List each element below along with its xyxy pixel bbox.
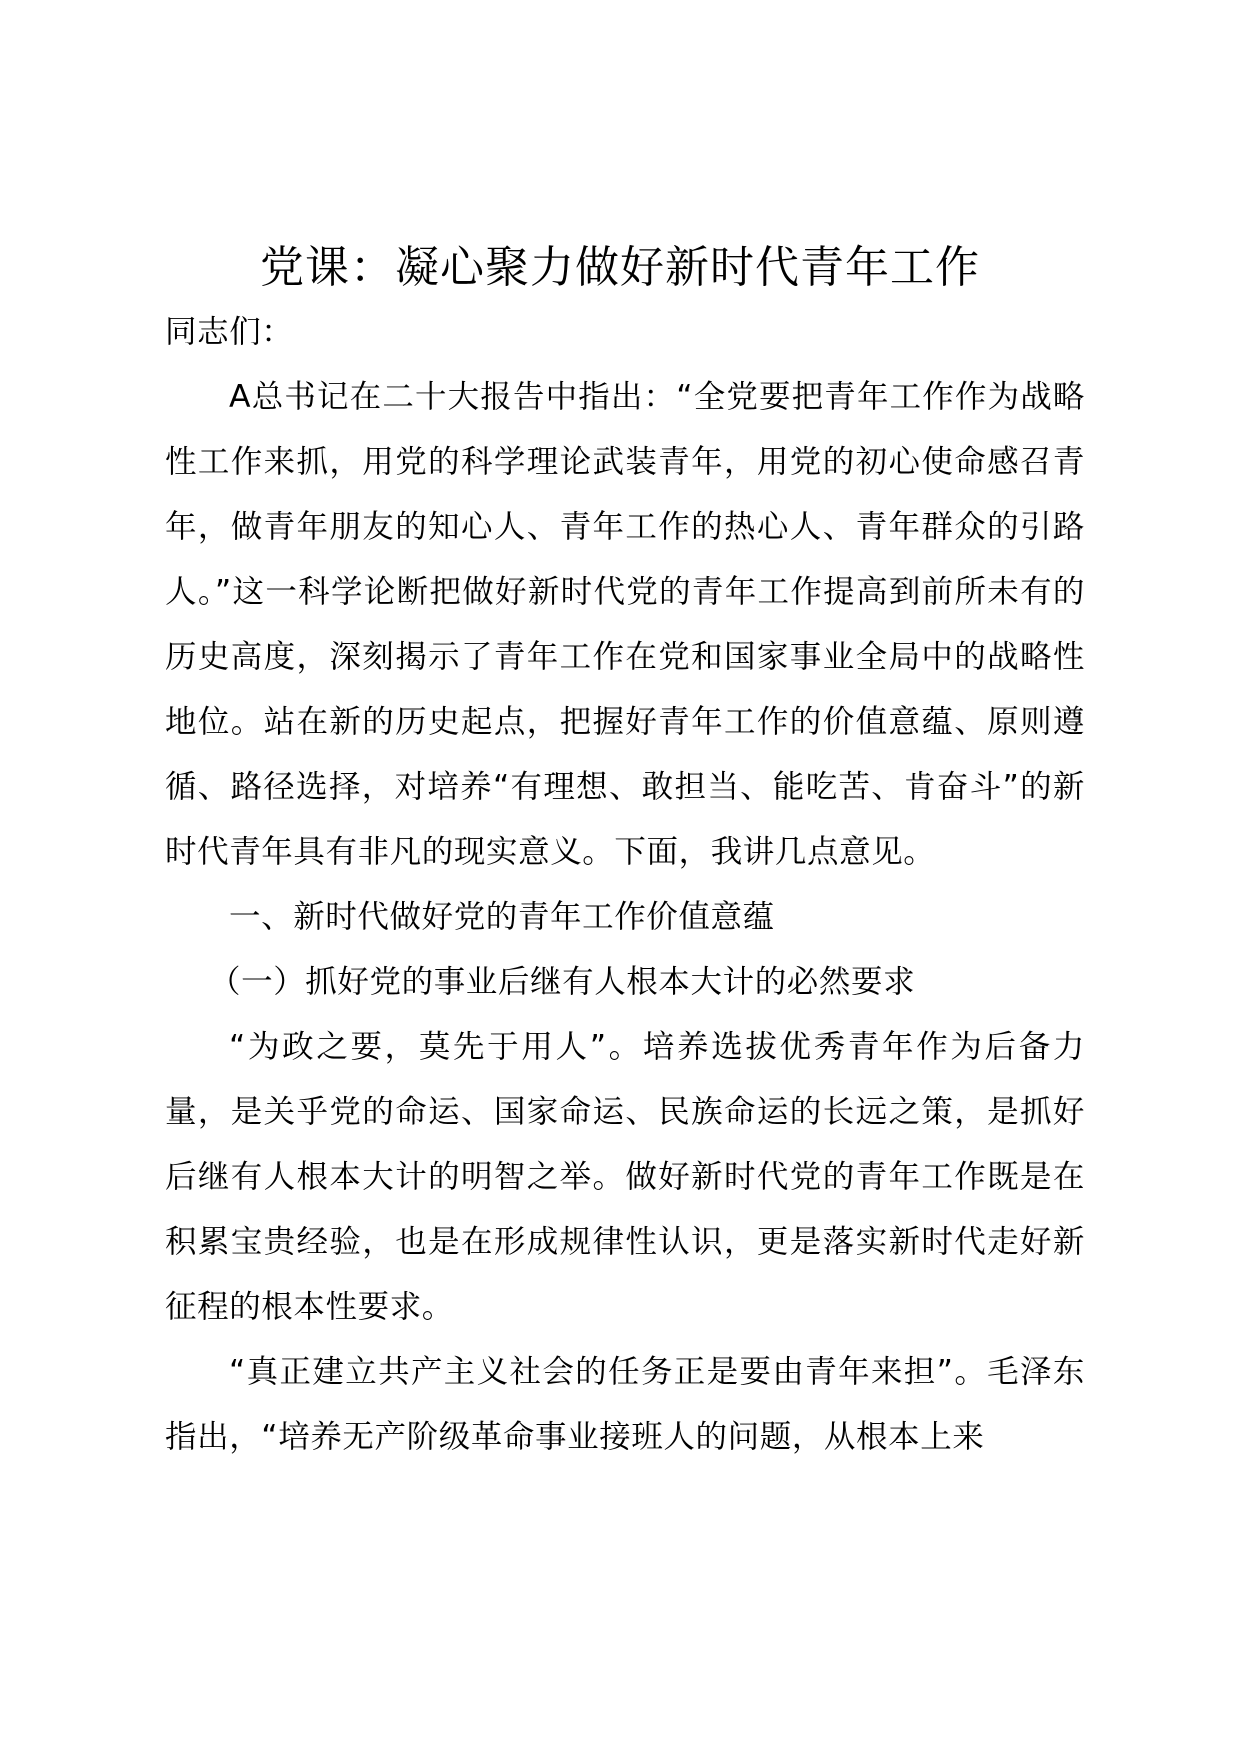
subsection-heading-1: （一）抓好党的事业后继有人根本大计的必然要求 [209, 964, 916, 1000]
salutation: 同志们： [165, 314, 294, 350]
paragraph-2: “为政之要，莫先于用人”。培养选拔优秀青年作为后备力量，是关乎党的命运、国家命运、民族命运的长远之策，是抓好后继有人根本大计的明智之举。做好新时代党的青年工作既是在积累宝贵经验，也是在形成规律性认识，更是落实新时代走好新征程的根本性要求。 [165, 1029, 1085, 1325]
document-title: 党课：凝心聚力做好新时代青年工作 [260, 242, 980, 293]
paragraph-3: “真正建立共产主义社会的任务正是要由青年来担”。毛泽东指出，“培养无产阶级革命事业接班人的问题，从根本上来 [165, 1354, 1085, 1455]
paragraph-intro: A总书记在二十大报告中指出：“全党要把青年工作作为战略性工作来抓，用党的科学理论武装青年，用党的初心使命感召青年，做青年朋友的知心人、青年工作的热心人、青年群众的引路人。”这一科学论断把做好新时代党的青年工作提高到前所未有的历史高度，深刻揭示了青年工作在党和国家事业全局中的战略性地位。站在新的历史起点，把握好青年工作的价值意蕴、原则遵循、路径选择，对培养“有理想、敢担当、能吃苦、肯奋斗”的新时代青年具有非凡的现实意义。下面，我讲几点意见。 [165, 379, 1085, 870]
document-body [165, 300, 1085, 1470]
section-heading-1: 一、新时代做好党的青年工作价值意蕴 [229, 899, 775, 935]
